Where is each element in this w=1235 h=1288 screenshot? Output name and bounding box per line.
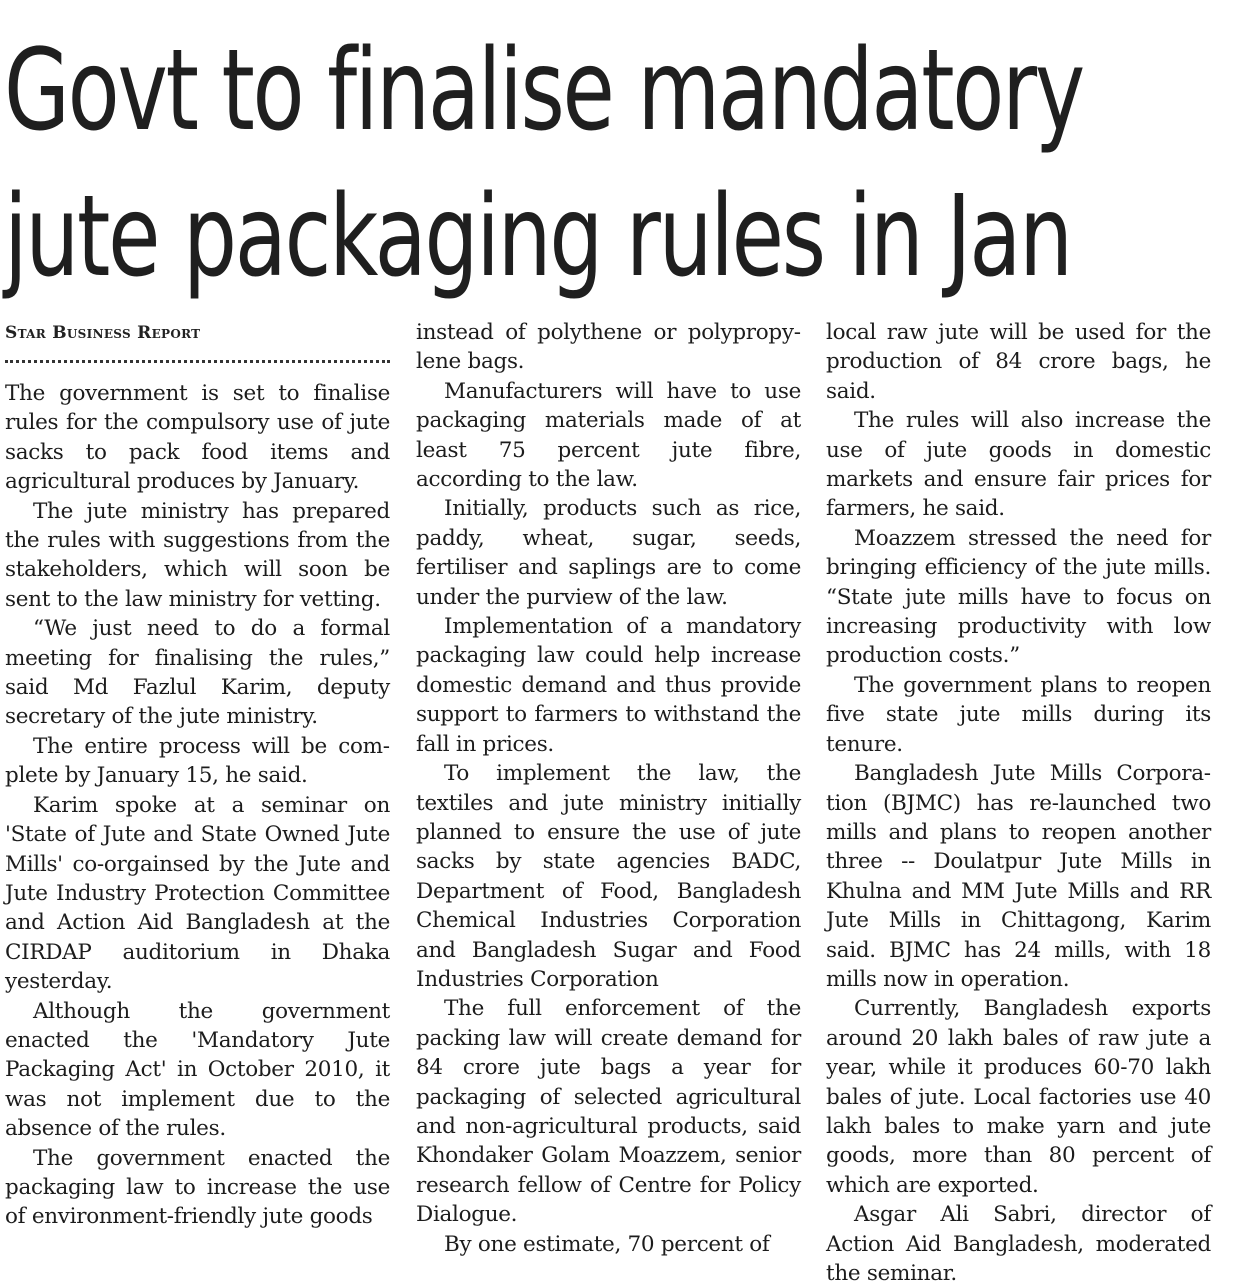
- headline-line-2: jute packaging rules in Jan: [4, 172, 1071, 302]
- paragraph: Bangladesh Jute Mills Corporation (BJMC) has re-launched two mills and plans to reopen another three -- Doulatpur Jute Mills in Khulna and MM Jute Mills and RR Jute Mills in Chittagong, Karim said. BJMC has 24 mills, with 18 mills now in operation.: [826, 761, 1211, 992]
- byline: Star Business Report: [5, 323, 201, 343]
- paragraph: The full enforcement of the packing law will create demand for 84 crore jute bags a year for packaging of selected agricultural and non-agricultural products, said Khondaker Golam Moazzem, senior research fellow of Centre for Policy Dialogue.: [416, 996, 801, 1228]
- paragraph: Manufacturers will have to use packaging materials made of at least 75 percent jute fibre, according to the law.: [416, 378, 801, 493]
- headline: [4, 18, 1083, 310]
- paragraph: The rules will also increase the use of jute goods in domestic markets and ensure fair prices for farmers, he said.: [826, 408, 1211, 522]
- paragraph: The government enacted the packaging law to increase the use of environment-friendly jute goods: [5, 1145, 390, 1230]
- article-column-2: [416, 318, 801, 1259]
- paragraph: The entire process will be complete by January 15, he said.: [5, 733, 390, 789]
- paragraph: The government plans to reopen five state jute mills during its tenure.: [826, 672, 1211, 757]
- paragraph: local raw jute will be used for the production of 84 crore bags, he said.: [826, 320, 1211, 404]
- paragraph: Initially, products such as rice, paddy, wheat, sugar, seeds, fertiliser and saplings are to come under the purview of the law.: [416, 496, 801, 610]
- paragraph: To implement the law, the textiles and jute ministry initially planned to ensure the use of jute sacks by state agencies BADC, Department of Food, Bangladesh Chemical Industries Corporation and Bangladesh Sugar and Food Industries Corporation: [416, 761, 801, 992]
- paragraph: By one estimate, 70 percent of: [444, 1231, 770, 1257]
- paragraph: Implementation of a mandatory packaging law could help increase domestic demand and thus provide support to farmers to withstand the fall in prices.: [416, 614, 801, 757]
- paragraph: Although the government enacted the 'Mandatory Jute Packaging Act' in October 2010, it was not implement due to the absence of the rules.: [5, 998, 390, 1142]
- paragraph: instead of polythene or polypropylene bags.: [416, 320, 801, 375]
- paragraph: The government is set to finalise rules for the compulsory use of jute sacks to pack food items and agricultural produces by January.: [5, 381, 390, 495]
- headline-line-1: Govt to finalise mandatory: [4, 26, 1083, 156]
- article-column-3: [826, 318, 1211, 1288]
- paragraph: Currently, Bangladesh exports around 20 lakh bales of raw jute a year, while it produces 60-70 lakh bales of jute. Local factories use 40 lakh bales to make yarn and jute goods, more than 80 percent of which are exported.: [826, 996, 1211, 1198]
- paragraph: “We just need to do a formal meeting for finalising the rules,” said Md Fazlul Karim, deputy secretary of the jute ministry.: [5, 616, 390, 730]
- paragraph: Moazzem stressed the need for bringing efficiency of the jute mills. “State jute mills have to focus on increasing productivity with low production costs.”: [826, 525, 1211, 669]
- paragraph: The jute ministry has prepared the rules with suggestions from the stakeholders, which will soon be sent to the law ministry for vetting.: [5, 498, 390, 612]
- paragraph: Asgar Ali Sabri, director of Action Aid Bangladesh, moderated the seminar.: [826, 1202, 1211, 1286]
- article-column-1: [5, 318, 390, 1232]
- byline-divider: [5, 348, 390, 363]
- paragraph: Karim spoke at a seminar on 'State of Jute and State Owned Jute Mills' co-orgainsed by the Jute and Jute Industry Protection Committee and Action Aid Bangladesh at the CIRDAP auditorium in Dhaka yesterday.: [5, 792, 390, 995]
